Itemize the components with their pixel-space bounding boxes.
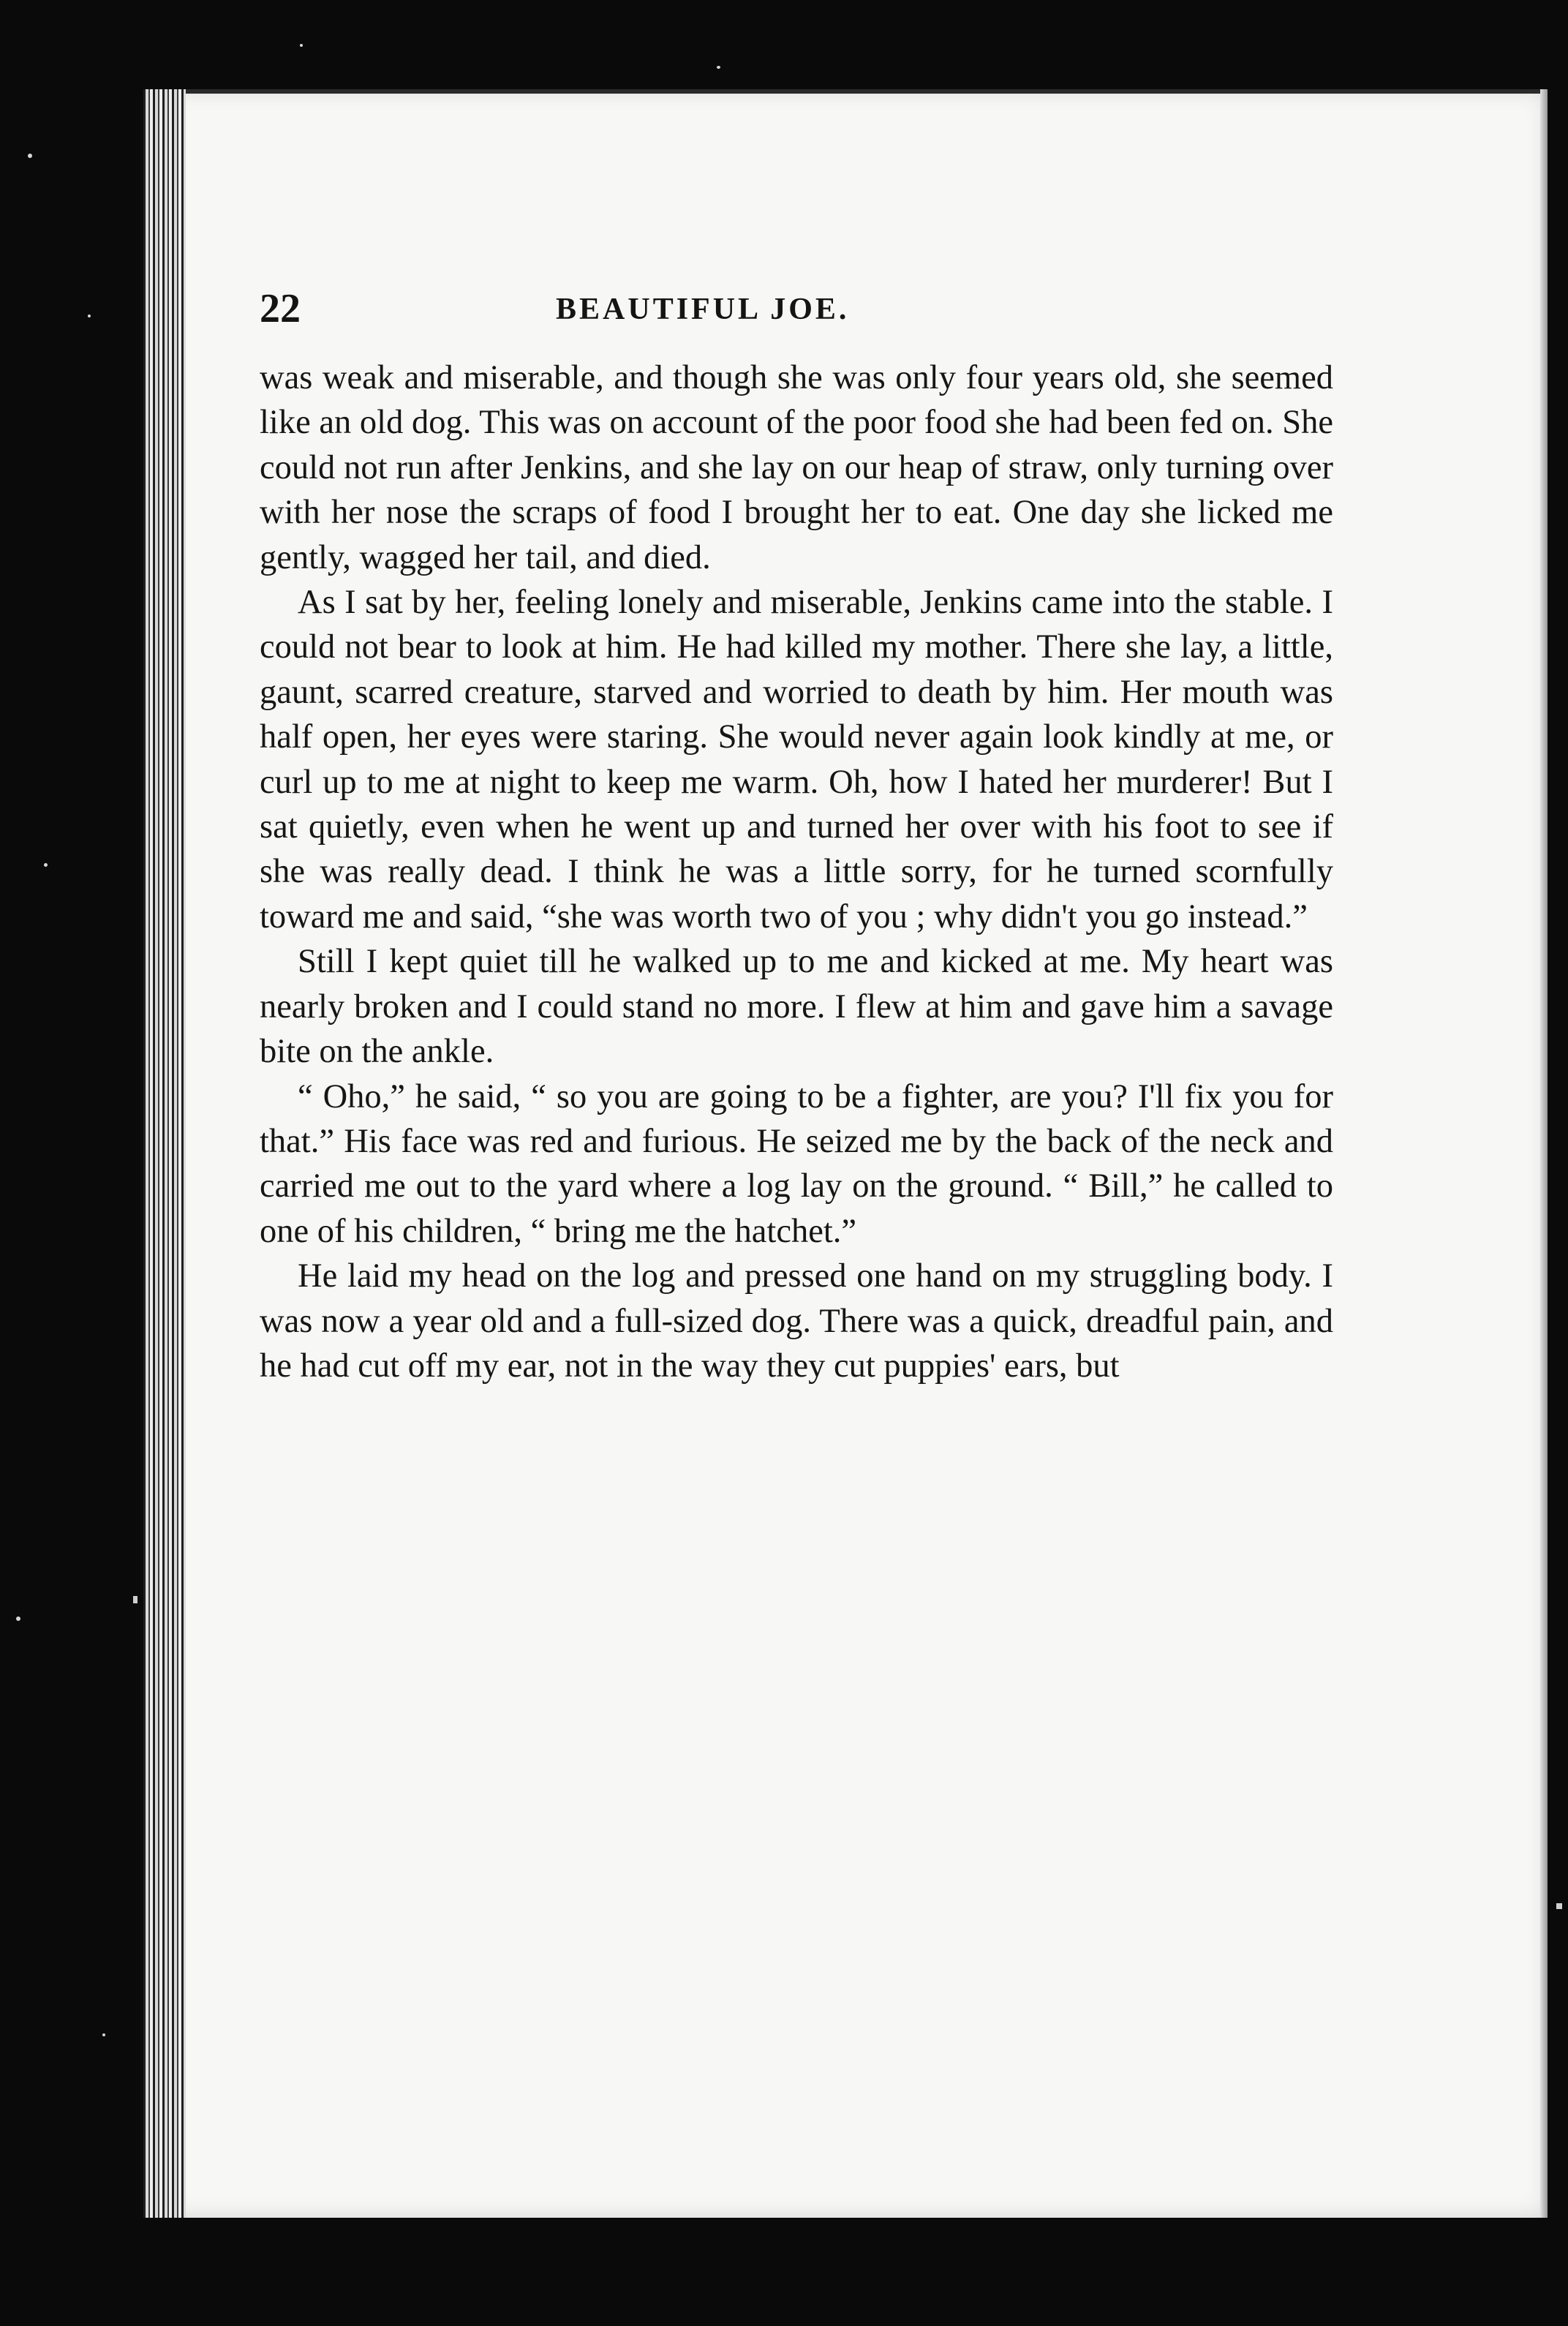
scan-speck [44, 863, 48, 867]
running-title: BEAUTIFUL JOE. [556, 293, 850, 326]
page-number: 22 [260, 286, 301, 331]
scan-speck [88, 315, 91, 317]
scan-speck [717, 66, 720, 69]
scan-speck [28, 154, 32, 158]
paragraph: “ Oho,” he said, “ so you are going to be a fighter, are you? I'll fix you for that.” His face was red and furious. He seized me by the back of the neck and carried me out to the yard where a log lay on the ground. “ Bill,” he called to one of his children, “ bring me the hatchet.” [260, 1077, 1333, 1250]
edge-mark [133, 1596, 137, 1603]
running-head [260, 279, 1335, 338]
scan-speck [102, 2033, 105, 2036]
page-binding-edge [143, 89, 186, 2218]
body-text [260, 355, 1333, 1388]
page-right-edge [1540, 89, 1548, 2218]
scan-speck [16, 1616, 20, 1621]
edge-mark [1556, 1903, 1562, 1909]
paragraph: was weak and miserable, and though she was only four years old, she seemed like an old dog. This was on account of the poor food she had been fed on. She could not run after Jenkins, and she lay on our heap of straw, only turning over with her nose the scraps of food I brought her to eat. One day she licked me gently, wagged her tail, and died. [260, 359, 1333, 576]
paragraph: As I sat by her, feeling lonely and miserable, Jenkins came into the stable. I could not bear to look at him. He had killed my mother. There she lay, a little, gaunt, scarred creature, starved and worried to death by him. Her mouth was half open, her eyes were staring. She would never again look kindly at me, or curl up to me at night to keep me warm. Oh, how I hated her murderer! But I sat quietly, even when he went up and turned her over with his foot to see if she was really dead. I think he was a little sorry, for he turned scornfully toward me and said, “she was worth two of you ; why didn't you go instead.” [260, 584, 1333, 936]
scan-speck [300, 44, 303, 47]
page-top-edge [143, 89, 1548, 94]
paragraph: He laid my head on the log and pressed one hand on my struggling body. I was now a year old and a full-sized dog. There was a quick, dreadful pain, and he had cut off my ear, not in the way they cut puppies' ears, but [260, 1257, 1333, 1385]
paragraph: Still I kept quiet till he walked up to me and kicked at me. My heart was nearly broken and I could stand no more. I flew at him and gave him a savage bite on the ankle. [260, 943, 1333, 1071]
